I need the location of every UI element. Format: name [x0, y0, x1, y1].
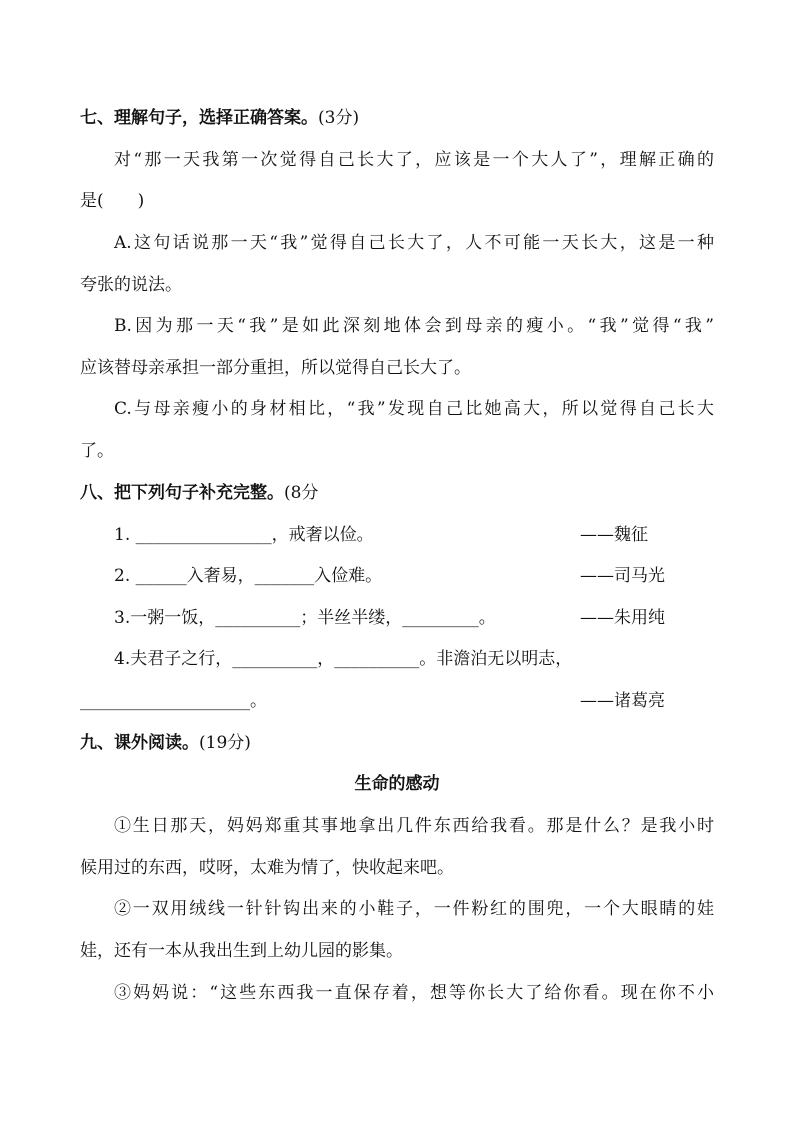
section-7-title: 七、理解句子，选择正确答案。: [80, 108, 318, 128]
article-title: 生命的感动: [354, 774, 440, 794]
option-a-line-1: A.这句话说那一天“我”觉得自己长大了，人不可能一天长大，这是一种: [114, 233, 714, 253]
option-a-line-2: 夸张的说法。: [80, 275, 182, 295]
fill-item-4-author: ——诸葛亮: [580, 691, 665, 711]
option-b-line-2: 应该替母亲承担一部分重担，所以觉得自己长大了。: [80, 358, 471, 378]
section-8-title: 八、把下列句子补充完整。: [80, 483, 284, 503]
section-8-heading: [80, 481, 318, 505]
question-7-line-1: 对“那一天我第一次觉得自己长大了，应该是一个大人了”，理解正确的: [114, 150, 714, 170]
paragraph-1-line-1: ①生日那天，妈妈郑重其事地拿出几件东西给我看。那是什么？是我小时: [114, 816, 714, 836]
paragraph-1-line-2: 候用过的东西，哎呀，太难为情了，快收起来吧。: [80, 858, 454, 878]
fill-item-4-continued: ____________________。: [80, 691, 267, 711]
fill-item-1: 1. ________________，戒奢以俭。: [114, 525, 374, 545]
section-7-heading: [80, 106, 359, 130]
option-c-line-1: C.与母亲瘦小的身材相比，“我”发现自己比她高大，所以觉得自己长大: [114, 399, 714, 419]
option-c-line-2: 了。: [80, 441, 114, 461]
fill-item-4: 4.夫君子之行，__________，__________。非澹泊无以明志，: [114, 649, 573, 669]
fill-item-2-author: ——司马光: [580, 566, 665, 586]
paragraph-2-line-1: ②一双用绒线一针针钩出来的小鞋子，一件粉红的围兜，一个大眼睛的娃: [114, 899, 714, 919]
section-9-heading: [80, 731, 251, 755]
fill-item-3-author: ——朱用纯: [580, 608, 665, 628]
question-7-line-2: 是( ): [80, 191, 145, 211]
section-7-score: (3分): [318, 108, 360, 128]
paragraph-2-line-2: 娃，还有一本从我出生到上幼儿园的影集。: [80, 941, 403, 961]
option-b-line-1: B.因为那一天“我”是如此深刻地体会到母亲的瘦小。“我”觉得“我”: [114, 316, 714, 336]
section-8-score: (8分: [284, 483, 319, 503]
paragraph-3-line-1: ③妈妈说：“这些东西我一直保存着，想等你长大了给你看。现在你不小: [114, 983, 714, 1003]
fill-item-3: 3.一粥一饭，__________；半丝半缕，_________。: [114, 608, 496, 628]
section-9-score: (19分): [199, 733, 251, 753]
section-9-title: 九、课外阅读。: [80, 733, 199, 753]
fill-item-1-author: ——魏征: [580, 525, 648, 545]
fill-item-2: 2. ______入奢易，_______入俭难。: [114, 566, 383, 586]
